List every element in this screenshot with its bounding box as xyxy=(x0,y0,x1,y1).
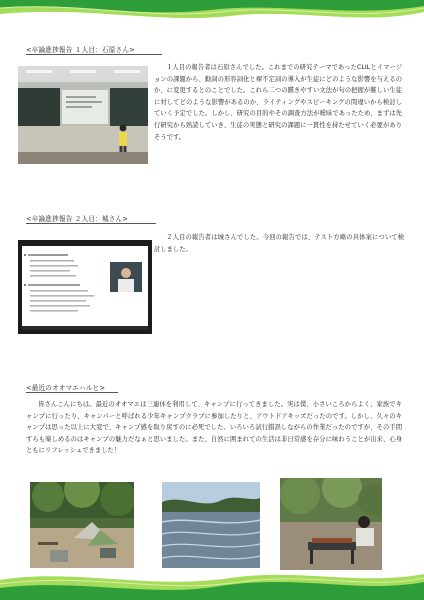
camp-photo-river xyxy=(162,482,260,568)
section3-paragraph-text: 皆さんこんにちは。最近のオオマエは三連休を利用して、キャンプに行ってきました。実は僕、小さいころからよく、家族でキャンプに行ったり、キャンパーと呼ばれる少年キャンプクラブに参加したりと、アウトドアキッズだったのです。しかし、久々のキャンプは思った以上に大変で、キャンプ感を取り戻すのに必死でした。いろいろ試行錯誤しながらの作業だったのですが、その手間すらも楽しめるのはキャンプの魅力だなぁと思いました。また、自然に囲まれての生活は非日常感を存分に味わうことが出来、心身ともにリフレッシュできました！ xyxy=(26,401,403,455)
camp-photo-tents xyxy=(30,482,134,568)
section3-heading: <最近のオオマエハルヒ> xyxy=(26,384,106,392)
section1-paragraph-text: １人目の報告者は石原さんでした。これまでの研究テーマであったCLILとイマージョンの課題から、動詞の形容詞化と裸不定詞の導入が生徒にどのような影響を与えるのか、に変更するとのことでした。これら二つの躓きやすい文法が句の把握が難しい生徒に対してどのような影響があるのか、ライティングやスピーキングの間違いから検討していく予定でした。しかし、研究の目的やその調査方法が曖昧であったため、まずは先行研究から熟読していき、生徒の実態と研究の課題に一貫性を持たせていく必要がありそうです。 xyxy=(154,64,402,141)
section1-photo-presentation xyxy=(18,66,148,164)
section1-paragraph xyxy=(154,62,402,143)
section1-underline xyxy=(26,54,162,55)
section2-paragraph-text: ２人目の報告者は城さんでした。今回の報告では、テスト方略の具体案について検討しました。 xyxy=(154,234,404,253)
section3-paragraph xyxy=(26,399,402,457)
section2-underline xyxy=(26,223,156,224)
section3-underline xyxy=(26,392,118,393)
bottom-wave-decoration xyxy=(0,560,424,600)
section2-photo-online-slide xyxy=(18,240,152,334)
camp-photo-cooking xyxy=(280,478,382,570)
section2-paragraph xyxy=(154,232,404,255)
section1-heading: <卒論進捗報告 １人目：石原さん> xyxy=(26,46,135,54)
section2-heading: <卒論進捗報告 ２人目：城さん> xyxy=(26,215,129,223)
top-wave-decoration xyxy=(0,0,424,30)
